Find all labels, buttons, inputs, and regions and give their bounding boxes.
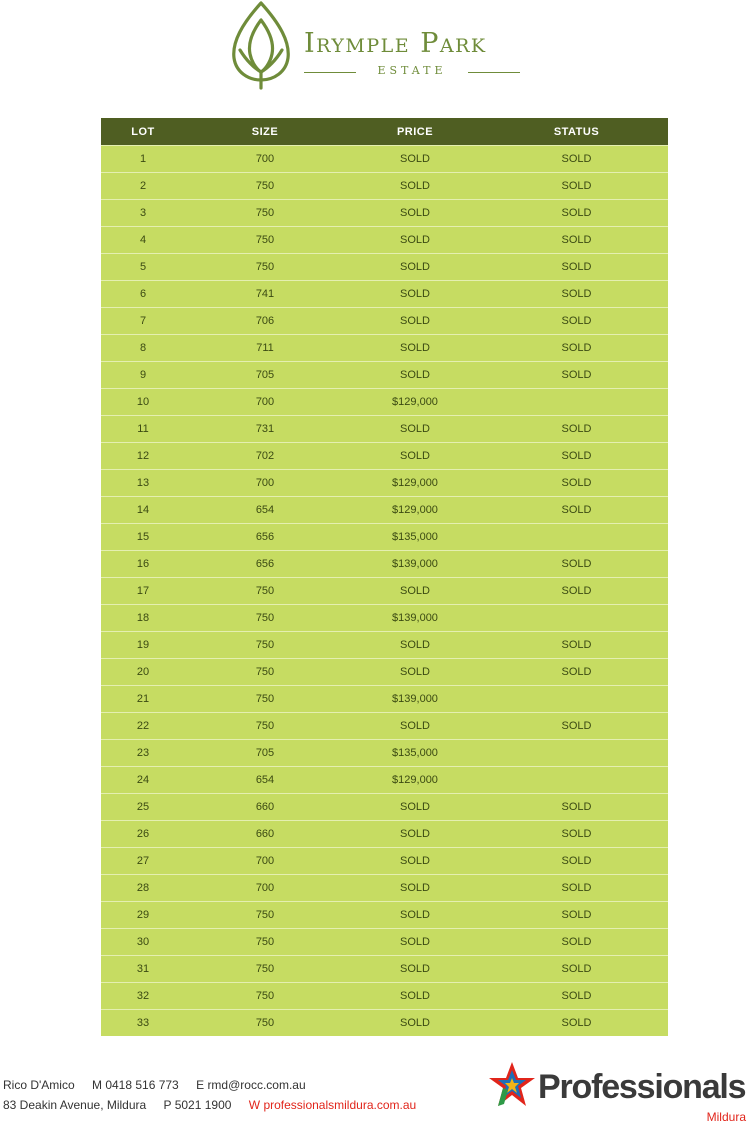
- cell-price: $129,000: [345, 470, 485, 497]
- cell-lot: 7: [101, 308, 185, 335]
- leaf-icon: [228, 0, 294, 90]
- contact-line-1: [3, 1075, 416, 1095]
- cell-size: 750: [185, 983, 345, 1010]
- cell-status: SOLD: [485, 416, 668, 443]
- cell-price: $139,000: [345, 686, 485, 713]
- cell-status: SOLD: [485, 821, 668, 848]
- cell-price: SOLD: [345, 308, 485, 335]
- cell-lot: 4: [101, 227, 185, 254]
- office-address: 83 Deakin Avenue, Mildura: [3, 1098, 147, 1112]
- cell-status: SOLD: [485, 227, 668, 254]
- table-row: [101, 740, 668, 767]
- table-row: [101, 416, 668, 443]
- cell-size: 750: [185, 956, 345, 983]
- table-row: [101, 632, 668, 659]
- cell-status: SOLD: [485, 875, 668, 902]
- table-row: [101, 443, 668, 470]
- cell-status: SOLD: [485, 146, 668, 173]
- cell-lot: 1: [101, 146, 185, 173]
- table-row: [101, 497, 668, 524]
- cell-lot: 12: [101, 443, 185, 470]
- cell-status: [485, 767, 668, 794]
- cell-price: $139,000: [345, 551, 485, 578]
- table-row: [101, 605, 668, 632]
- agent-name: Rico D'Amico: [3, 1078, 75, 1092]
- table-row: [101, 1010, 668, 1037]
- table-row: [101, 173, 668, 200]
- email-label: E: [196, 1078, 205, 1092]
- cell-lot: 5: [101, 254, 185, 281]
- table-row: [101, 335, 668, 362]
- cell-status: SOLD: [485, 902, 668, 929]
- column-header-status: STATUS: [485, 118, 668, 146]
- mobile-number[interactable]: 0418 516 773: [105, 1078, 179, 1092]
- table-body: [101, 146, 668, 1037]
- cell-price: SOLD: [345, 713, 485, 740]
- phone-label: P: [163, 1098, 172, 1112]
- table-row: [101, 929, 668, 956]
- cell-price: SOLD: [345, 983, 485, 1010]
- cell-status: SOLD: [485, 551, 668, 578]
- cell-price: SOLD: [345, 821, 485, 848]
- cell-size: 654: [185, 767, 345, 794]
- cell-price: SOLD: [345, 929, 485, 956]
- cell-status: [485, 605, 668, 632]
- cell-lot: 9: [101, 362, 185, 389]
- table-row: [101, 281, 668, 308]
- table-row: [101, 659, 668, 686]
- cell-status: SOLD: [485, 956, 668, 983]
- cell-lot: 31: [101, 956, 185, 983]
- cell-size: 750: [185, 632, 345, 659]
- cell-lot: 21: [101, 686, 185, 713]
- table-row: [101, 470, 668, 497]
- cell-size: 656: [185, 551, 345, 578]
- cell-size: 705: [185, 362, 345, 389]
- table-row: [101, 821, 668, 848]
- table-row: [101, 362, 668, 389]
- table-row: [101, 146, 668, 173]
- cell-status: SOLD: [485, 713, 668, 740]
- cell-lot: 33: [101, 1010, 185, 1037]
- agency-name: Professionals: [538, 1068, 746, 1106]
- cell-size: 705: [185, 740, 345, 767]
- cell-status: SOLD: [485, 335, 668, 362]
- cell-price: $129,000: [345, 389, 485, 416]
- table-row: [101, 551, 668, 578]
- cell-lot: 14: [101, 497, 185, 524]
- cell-status: SOLD: [485, 659, 668, 686]
- cell-status: SOLD: [485, 443, 668, 470]
- cell-status: SOLD: [485, 200, 668, 227]
- cell-size: 750: [185, 713, 345, 740]
- contact-line-2: [3, 1095, 416, 1115]
- cell-size: 731: [185, 416, 345, 443]
- cell-lot: 16: [101, 551, 185, 578]
- estate-logo: [224, 0, 544, 94]
- column-header-lot: LOT: [101, 118, 185, 146]
- table-row: [101, 902, 668, 929]
- cell-size: 711: [185, 335, 345, 362]
- cell-price: SOLD: [345, 254, 485, 281]
- cell-status: SOLD: [485, 794, 668, 821]
- cell-status: SOLD: [485, 281, 668, 308]
- lot-price-table: [101, 118, 668, 1036]
- table-row: [101, 524, 668, 551]
- table-row: [101, 983, 668, 1010]
- cell-price: SOLD: [345, 875, 485, 902]
- cell-lot: 27: [101, 848, 185, 875]
- cell-lot: 8: [101, 335, 185, 362]
- table-row: [101, 389, 668, 416]
- cell-size: 656: [185, 524, 345, 551]
- cell-status: [485, 740, 668, 767]
- cell-price: SOLD: [345, 578, 485, 605]
- cell-status: SOLD: [485, 362, 668, 389]
- cell-lot: 30: [101, 929, 185, 956]
- cell-size: 750: [185, 173, 345, 200]
- cell-price: SOLD: [345, 416, 485, 443]
- cell-size: 750: [185, 902, 345, 929]
- cell-price: SOLD: [345, 146, 485, 173]
- cell-size: 700: [185, 389, 345, 416]
- email-link[interactable]: rmd@rocc.com.au: [207, 1078, 306, 1092]
- cell-status: [485, 524, 668, 551]
- star-icon: [488, 1060, 536, 1110]
- cell-lot: 3: [101, 200, 185, 227]
- cell-price: SOLD: [345, 794, 485, 821]
- cell-price: SOLD: [345, 362, 485, 389]
- cell-size: 706: [185, 308, 345, 335]
- cell-lot: 25: [101, 794, 185, 821]
- footer-contact: [3, 1075, 416, 1115]
- cell-lot: 2: [101, 173, 185, 200]
- cell-price: $129,000: [345, 497, 485, 524]
- cell-status: [485, 389, 668, 416]
- cell-size: 654: [185, 497, 345, 524]
- cell-price: SOLD: [345, 281, 485, 308]
- cell-lot: 29: [101, 902, 185, 929]
- cell-price: SOLD: [345, 443, 485, 470]
- table-row: [101, 875, 668, 902]
- web-label: W: [248, 1098, 261, 1112]
- cell-lot: 23: [101, 740, 185, 767]
- cell-lot: 24: [101, 767, 185, 794]
- cell-price: $135,000: [345, 524, 485, 551]
- cell-lot: 26: [101, 821, 185, 848]
- cell-size: 750: [185, 605, 345, 632]
- cell-lot: 19: [101, 632, 185, 659]
- cell-size: 700: [185, 875, 345, 902]
- cell-status: [485, 686, 668, 713]
- cell-status: SOLD: [485, 983, 668, 1010]
- cell-price: SOLD: [345, 659, 485, 686]
- cell-price: SOLD: [345, 956, 485, 983]
- table-row: [101, 254, 668, 281]
- table-row: [101, 767, 668, 794]
- cell-price: SOLD: [345, 848, 485, 875]
- cell-lot: 11: [101, 416, 185, 443]
- cell-size: 702: [185, 443, 345, 470]
- table-row: [101, 794, 668, 821]
- table-row: [101, 686, 668, 713]
- cell-size: 750: [185, 659, 345, 686]
- cell-status: SOLD: [485, 173, 668, 200]
- cell-lot: 22: [101, 713, 185, 740]
- table-row: [101, 308, 668, 335]
- cell-lot: 6: [101, 281, 185, 308]
- cell-lot: 18: [101, 605, 185, 632]
- cell-status: SOLD: [485, 1010, 668, 1037]
- cell-size: 700: [185, 470, 345, 497]
- cell-size: 750: [185, 200, 345, 227]
- cell-size: 750: [185, 686, 345, 713]
- cell-status: SOLD: [485, 308, 668, 335]
- estate-subtitle-row: [304, 64, 520, 80]
- cell-status: SOLD: [485, 578, 668, 605]
- table-header-row: [101, 118, 668, 146]
- cell-size: 750: [185, 929, 345, 956]
- cell-price: SOLD: [345, 200, 485, 227]
- cell-price: SOLD: [345, 632, 485, 659]
- divider: [304, 72, 356, 73]
- cell-price: $135,000: [345, 740, 485, 767]
- cell-size: 750: [185, 578, 345, 605]
- cell-price: $129,000: [345, 767, 485, 794]
- website-link[interactable]: professionalsmildura.com.au: [263, 1098, 417, 1112]
- cell-price: SOLD: [345, 173, 485, 200]
- cell-lot: 15: [101, 524, 185, 551]
- cell-lot: 10: [101, 389, 185, 416]
- cell-status: SOLD: [485, 497, 668, 524]
- cell-status: SOLD: [485, 254, 668, 281]
- estate-title: Irymple Park: [304, 28, 487, 59]
- table-row: [101, 848, 668, 875]
- table-row: [101, 713, 668, 740]
- cell-size: 660: [185, 821, 345, 848]
- agency-logo: [488, 1058, 750, 1124]
- column-header-size: SIZE: [185, 118, 345, 146]
- table-row: [101, 578, 668, 605]
- divider: [468, 72, 520, 73]
- cell-status: SOLD: [485, 470, 668, 497]
- cell-price: $139,000: [345, 605, 485, 632]
- table-row: [101, 200, 668, 227]
- table-row: [101, 227, 668, 254]
- cell-status: SOLD: [485, 632, 668, 659]
- cell-price: SOLD: [345, 227, 485, 254]
- cell-size: 750: [185, 254, 345, 281]
- cell-size: 700: [185, 848, 345, 875]
- mobile-label: M: [91, 1078, 102, 1092]
- agency-branch: Mildura: [706, 1110, 746, 1124]
- cell-price: SOLD: [345, 902, 485, 929]
- cell-size: 660: [185, 794, 345, 821]
- column-header-price: PRICE: [345, 118, 485, 146]
- cell-lot: 32: [101, 983, 185, 1010]
- cell-size: 750: [185, 227, 345, 254]
- cell-lot: 17: [101, 578, 185, 605]
- cell-size: 750: [185, 1010, 345, 1037]
- cell-status: SOLD: [485, 929, 668, 956]
- cell-lot: 20: [101, 659, 185, 686]
- cell-price: SOLD: [345, 1010, 485, 1037]
- phone-number[interactable]: 5021 1900: [174, 1098, 232, 1112]
- cell-lot: 13: [101, 470, 185, 497]
- cell-size: 741: [185, 281, 345, 308]
- cell-status: SOLD: [485, 848, 668, 875]
- table-row: [101, 956, 668, 983]
- estate-subtitle: ESTATE: [377, 64, 447, 77]
- cell-size: 700: [185, 146, 345, 173]
- cell-lot: 28: [101, 875, 185, 902]
- cell-price: SOLD: [345, 335, 485, 362]
